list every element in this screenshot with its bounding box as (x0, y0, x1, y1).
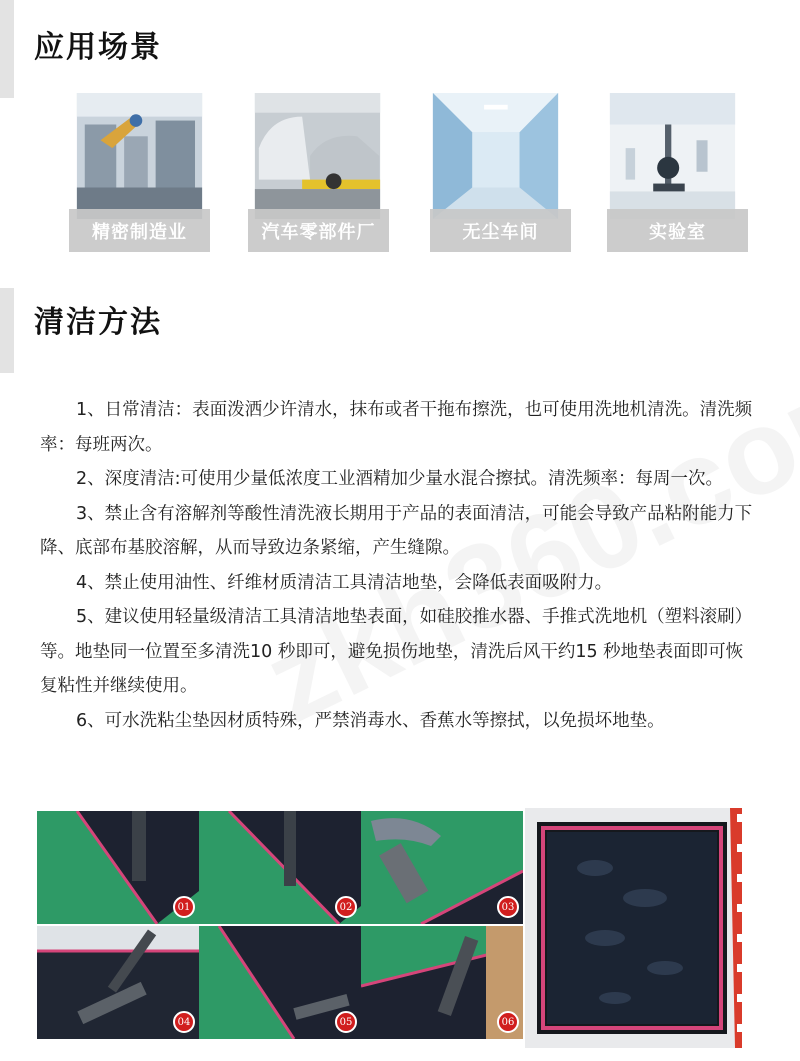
section-title-methods: 清洁方法 (34, 305, 162, 340)
step-number-badge: 04 (173, 1011, 195, 1033)
step-number-badge: 03 (497, 896, 519, 918)
method-item: 4、禁止使用油性、纤维材质清洁工具清洁地垫，会降低表面吸附力。 (76, 572, 613, 593)
scene-label-laboratory: 实验室 (607, 209, 748, 252)
sticky-mat-photo-icon (525, 808, 742, 1048)
factory-photo-icon (60, 93, 219, 219)
step-photo-5 (199, 926, 361, 1039)
method-item: 2、深度清洁:可使用少量低浓度工业酒精加少量水混合擦拭。清洗频率：每周一次。 (76, 469, 724, 489)
method-item: 1、日常清洁：表面泼洒少许清水，抹布或者干拖布擦洗，也可使用洗地机清洗。清洗频率：每班两次。 (40, 400, 753, 455)
laboratory-photo-icon (593, 93, 752, 219)
step-photo-3 (361, 811, 523, 924)
section-bar-methods (0, 288, 14, 373)
step-number-badge: 06 (497, 1011, 519, 1033)
scene-label-cleanroom: 无尘车间 (430, 209, 571, 252)
section-bar-scenes (0, 0, 14, 98)
section-title-scenes: 应用场景 (34, 30, 162, 65)
step-photo-4 (37, 926, 199, 1039)
method-item: 5、建议使用轻量级清洁工具清洁地垫表面，如硅胶推水器、手推式洗地机（塑料滚刷）等。地垫同一位置至多清洗10 秒即可，避免损伤地垫，清洗后风干约15 秒地垫表面即可恢复粘性并继续使用。 (40, 607, 753, 696)
step-number-badge: 01 (173, 896, 195, 918)
method-item: 3、禁止含有溶解剂等酸性清洗液长期用于产品的表面清洁，可能会导致产品粘附能力下降、底部布基胶溶解，从而导致边条紧缩，产生缝隙。 (40, 503, 753, 558)
step-photo-2 (199, 811, 361, 924)
step-photo-6 (361, 926, 523, 1039)
cleaning-methods-list (40, 393, 758, 738)
cleaned-mat-photo (525, 808, 742, 1048)
step-number-badge: 05 (335, 1011, 357, 1033)
step-photo-1 (37, 811, 199, 924)
cleanroom-photo-icon (416, 93, 575, 219)
car-factory-photo-icon (238, 93, 397, 219)
scene-label-auto-parts: 汽车零部件厂 (248, 209, 389, 252)
method-item: 6、可水洗粘尘垫因材质特殊，严禁消毒水、香蕉水等擦拭，以免损坏地垫。 (76, 710, 665, 731)
scene-label-precision-manufacturing: 精密制造业 (69, 209, 210, 252)
step-number-badge: 02 (335, 896, 357, 918)
